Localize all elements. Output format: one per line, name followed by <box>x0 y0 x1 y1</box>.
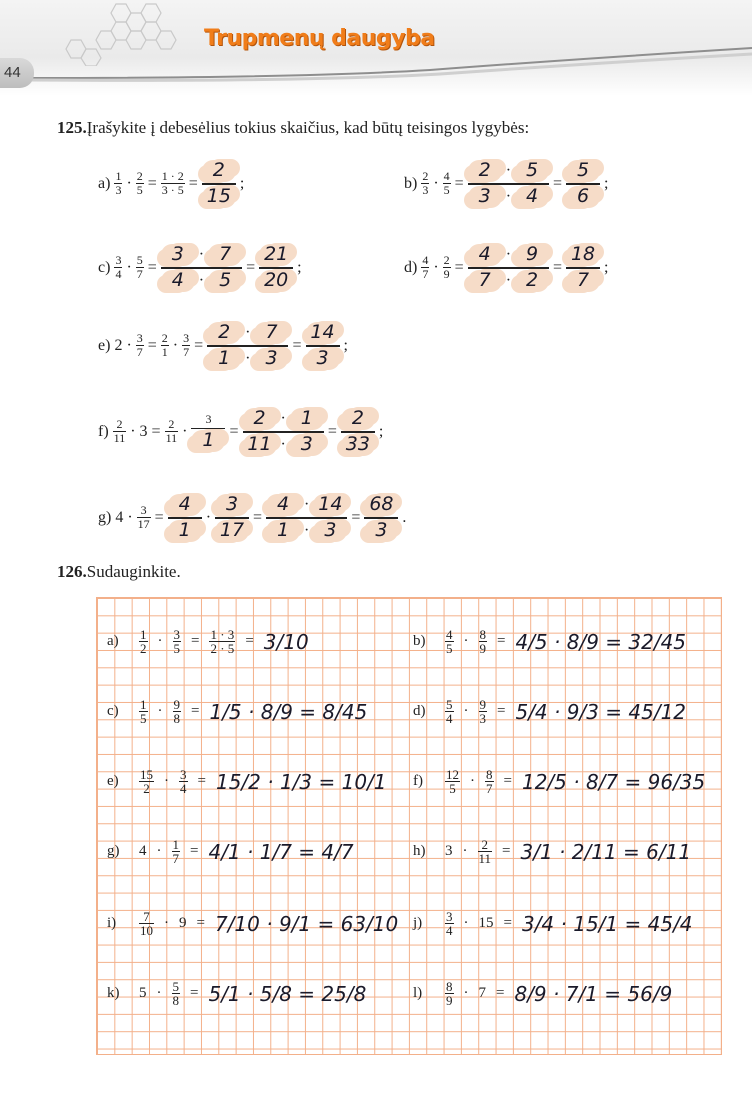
fraction: $\frac{5}{4}$ <box>446 697 453 726</box>
answer-fraction <box>259 244 293 292</box>
fraction: $\frac{3}{4}$ <box>115 253 122 282</box>
exercise-126-item <box>413 910 693 937</box>
handwritten-answer: 4/1 · 1/7 = 4/7 <box>208 839 354 864</box>
cloud-fraction <box>168 494 202 542</box>
exercise-126-item <box>413 838 691 865</box>
fraction: $\frac{9}{3}$ <box>479 697 486 726</box>
answer-cloud[interactable]: 68 <box>364 494 398 516</box>
item-label: k) <box>107 985 120 1001</box>
item-label: d) <box>413 703 426 719</box>
equation-125e: e) 2 · $\frac{3}{7}$ = $\frac{2}{1}$ · $\frac{3}{7}$ = 2 · 7 1 · 3 = 14 3 ; <box>98 321 348 369</box>
exercise-126-item <box>413 698 686 725</box>
answer-cloud[interactable]: 7 <box>566 270 600 292</box>
cloud-fraction <box>215 494 249 542</box>
answer-cloud[interactable]: 2 <box>202 160 236 182</box>
item-label: d) <box>404 258 418 276</box>
whole-number: 15 <box>478 915 494 931</box>
equals-sign: = <box>191 703 200 719</box>
times-sign: · <box>156 843 162 859</box>
answer-cloud[interactable]: 4 <box>515 186 549 208</box>
equals-sign: = <box>191 633 200 649</box>
answer-cloud[interactable]: 1 <box>266 520 300 542</box>
fraction: $\frac{3}{7}$ <box>136 331 143 360</box>
fraction: $\frac{1}{2}$ <box>140 627 147 656</box>
answer-cloud[interactable]: 3 <box>306 348 340 370</box>
fraction: $\frac{5}{7}$ <box>136 253 143 282</box>
item-label: a) <box>98 174 111 192</box>
equation-125b: b) $\frac{2}{3}$ · $\frac{4}{5}$ = 2 · 5 3 · 4 = 5 6 ; <box>404 159 609 207</box>
item-label: b) <box>413 633 426 649</box>
answer-fraction <box>566 244 600 292</box>
task-number: 125. <box>57 118 87 137</box>
handwritten-answer: 4/5 · 8/9 = 32/45 <box>515 629 687 654</box>
exercise-126-item <box>107 768 387 795</box>
exercise-126-item <box>413 980 672 1007</box>
item-label: i) <box>107 915 117 931</box>
answer-cloud[interactable]: 1 <box>191 430 225 452</box>
times-sign: · <box>462 843 468 859</box>
task-125-heading <box>57 118 529 138</box>
equals-sign: = <box>496 985 505 1001</box>
fraction: $\frac{2}{11}$ <box>113 417 126 446</box>
whole-number: 4 <box>139 843 147 859</box>
whole-number: 4 <box>115 508 124 526</box>
answer-cloud[interactable]: 2 <box>243 408 277 430</box>
chapter-title: Trupmenų daugyba <box>204 26 435 51</box>
answer-cloud[interactable]: 6 <box>566 186 600 208</box>
equals-sign: = <box>197 773 206 789</box>
answer-cloud[interactable]: 33 <box>341 434 375 456</box>
fraction: $\frac{2}{11}$ <box>165 417 178 446</box>
fraction: $\frac{3}{17}$ <box>137 503 150 532</box>
times-sign: · <box>164 915 169 931</box>
equation-125a: a) $\frac{1}{3}$ · $\frac{2}{5}$ = $\frac{1 \cdot 2}{3 \cdot 5}$ = 2 15 ; <box>98 159 245 207</box>
answer-cloud[interactable]: 3 <box>215 494 249 516</box>
handwritten-answer: 5/1 · 5/8 = 25/8 <box>208 981 367 1006</box>
exercise-126-item <box>413 628 686 655</box>
times-sign: · <box>463 985 469 1001</box>
product-fraction: 2 · 7 1 · 3 <box>207 322 288 370</box>
answer-cloud[interactable]: 9 <box>515 244 549 266</box>
answer-cloud[interactable]: 4 <box>168 494 202 516</box>
answer-cloud[interactable]: 2 <box>207 322 241 344</box>
answer-cloud[interactable]: 4 <box>266 494 300 516</box>
handwritten-answer: 8/9 · 7/1 = 56/9 <box>514 981 673 1006</box>
fraction: $\frac{3}{4}$ <box>446 909 453 938</box>
product-fraction: 4 · 9 7 · 2 <box>468 244 549 292</box>
fraction: $\frac{15}{2}$ <box>140 767 153 796</box>
times-sign: · <box>157 633 163 649</box>
answer-cloud[interactable]: 7 <box>468 270 502 292</box>
answer-cloud[interactable]: 20 <box>259 270 293 292</box>
handwritten-answer: 15/2 · 1/3 = 10/1 <box>215 769 387 794</box>
fraction: $\frac{3}{5}$ <box>173 627 180 656</box>
grid-paper <box>96 597 722 1055</box>
equation-125g: g) 4 · $\frac{3}{17}$ = 4 1 · 3 17 = 4 · 14 1 · 3 = 68 3 . <box>98 493 407 541</box>
fraction: $\frac{2}{3}$ <box>422 169 429 198</box>
answer-cloud[interactable]: 3 <box>254 348 288 370</box>
item-label: f) <box>98 422 109 440</box>
times-sign: · <box>156 985 162 1001</box>
whole-number: 9 <box>179 915 187 931</box>
equals-sign: = <box>190 843 199 859</box>
fraction: $\frac{1}{5}$ <box>140 697 147 726</box>
answer-cloud[interactable]: 1 <box>207 348 241 370</box>
item-label: g) <box>107 843 120 859</box>
fraction: $\frac{2}{5}$ <box>136 169 143 198</box>
answer-cloud[interactable]: 21 <box>259 244 293 266</box>
exercise-126-item <box>107 910 398 937</box>
fraction: $\frac{12}{5}$ <box>446 767 459 796</box>
answer-cloud[interactable]: 14 <box>306 322 340 344</box>
item-label: a) <box>107 633 119 649</box>
answer-fraction <box>306 322 340 370</box>
fraction: $\frac{4}{5}$ <box>446 627 453 656</box>
equals-sign: = <box>502 843 511 859</box>
times-sign: · <box>157 703 163 719</box>
equals-sign: = <box>503 915 512 931</box>
answer-cloud[interactable]: 3 <box>313 520 347 542</box>
handwritten-answer: 3/10 <box>263 629 309 654</box>
answer-cloud[interactable]: 3 <box>161 244 195 266</box>
fraction: $\frac{8}{9}$ <box>479 627 486 656</box>
fraction: $\frac{8}{9}$ <box>446 979 453 1008</box>
answer-cloud[interactable]: 3 <box>290 434 324 456</box>
fraction: $\frac{2}{1}$ <box>161 331 168 360</box>
times-sign: · <box>463 915 469 931</box>
product-fraction: 3 · 7 4 · 5 <box>161 244 242 292</box>
fraction: $\frac{1 \cdot 3}{2 \cdot 5}$ <box>210 627 235 656</box>
answer-cloud[interactable]: 5 <box>566 160 600 182</box>
whole-number: 2 <box>114 336 123 354</box>
page-number: 44 <box>0 58 34 88</box>
equals-sign: = <box>497 633 506 649</box>
times-sign: · <box>470 773 475 789</box>
answer-cloud[interactable]: 11 <box>243 434 277 456</box>
answer-cloud[interactable]: 4 <box>161 270 195 292</box>
answer-cloud[interactable]: 7 <box>254 322 288 344</box>
exercise-126-item <box>413 768 705 795</box>
times-sign: · <box>463 633 469 649</box>
product-fraction: 2 · 1 11 · 3 <box>243 408 324 456</box>
answer-cloud[interactable]: 2 <box>341 408 375 430</box>
answer-fraction <box>341 408 375 456</box>
answer-cloud[interactable]: 2 <box>468 160 502 182</box>
fraction: $\frac{3}{7}$ <box>183 331 190 360</box>
exercise-126-item <box>107 628 309 655</box>
equation-125f: f) $\frac{2}{11}$ · 3 = $\frac{2}{11}$ · 3 1 = 2 · 1 11 · 3 = 2 33 ; <box>98 407 384 455</box>
item-label: f) <box>413 773 423 789</box>
fraction-with-cloud: 3 1 <box>191 412 225 453</box>
exercise-126-item <box>107 980 366 1007</box>
item-label: j) <box>413 915 423 931</box>
answer-cloud[interactable]: 1 <box>290 408 324 430</box>
answer-fraction <box>364 494 398 542</box>
item-label: b) <box>404 174 418 192</box>
fraction: $\frac{5}{8}$ <box>172 979 179 1008</box>
equals-sign: = <box>497 703 506 719</box>
fraction: $\frac{1}{7}$ <box>172 837 179 866</box>
item-label: c) <box>107 703 119 719</box>
handwritten-answer: 3/4 · 15/1 = 45/4 <box>521 911 693 936</box>
exercise-126-item <box>107 838 354 865</box>
task-instruction: Sudauginkite. <box>86 562 181 581</box>
handwritten-answer: 12/5 · 8/7 = 96/35 <box>521 769 706 794</box>
whole-number: 5 <box>139 985 147 1001</box>
equation-125c: c) $\frac{3}{4}$ · $\frac{5}{7}$ = 3 · 7 4 · 5 = 21 20 ; <box>98 243 302 291</box>
answer-cloud[interactable]: 3 <box>364 520 398 542</box>
fraction: $\frac{2}{9}$ <box>443 253 450 282</box>
answer-cloud[interactable]: 15 <box>202 186 236 208</box>
times-sign: · <box>164 773 169 789</box>
equation-125d: d) $\frac{4}{7}$ · $\frac{2}{9}$ = 4 · 9 7 · 2 = 18 7 ; <box>404 243 609 291</box>
fraction: $\frac{7}{10}$ <box>140 909 153 938</box>
item-label: g) <box>98 508 112 526</box>
whole-number: 3 <box>139 422 148 440</box>
times-sign: · <box>463 703 469 719</box>
answer-fraction <box>202 160 236 208</box>
handwritten-answer: 1/5 · 8/9 = 8/45 <box>209 699 368 724</box>
answer-cloud[interactable]: 4 <box>468 244 502 266</box>
answer-cloud[interactable]: 2 <box>515 270 549 292</box>
fraction: $\frac{1}{3}$ <box>115 169 122 198</box>
task-instruction: Įrašykite į debesėlius tokius skaičius, kad būtų teisingos lygybės: <box>86 118 530 137</box>
equals-sign: = <box>503 773 512 789</box>
task-126-heading <box>57 562 181 582</box>
fraction: $\frac{3}{4}$ <box>180 767 187 796</box>
item-label: l) <box>413 985 423 1001</box>
fraction: $\frac{2}{11}$ <box>478 837 492 866</box>
answer-cloud[interactable]: 1 <box>168 520 202 542</box>
product-fraction: 2 · 5 3 · 4 <box>468 160 549 208</box>
answer-cloud[interactable]: 5 <box>515 160 549 182</box>
fraction: $\frac{1 \cdot 2}{3 \cdot 5}$ <box>161 169 184 198</box>
fraction: $\frac{4}{7}$ <box>422 253 429 282</box>
item-label: h) <box>413 843 426 859</box>
handwritten-answer: 3/1 · 2/11 = 6/11 <box>520 839 692 864</box>
item-label: c) <box>98 258 111 276</box>
item-label: e) <box>98 336 111 354</box>
fraction: $\frac{4}{5}$ <box>443 169 450 198</box>
handwritten-answer: 5/4 · 9/3 = 45/12 <box>515 699 687 724</box>
fraction: $\frac{8}{7}$ <box>486 767 493 796</box>
whole-number: 3 <box>445 843 453 859</box>
exercise-126-item <box>107 698 367 725</box>
answer-cloud[interactable]: 17 <box>215 520 249 542</box>
answer-cloud[interactable]: 7 <box>208 244 242 266</box>
answer-cloud[interactable]: 5 <box>208 270 242 292</box>
whole-number: 7 <box>478 985 486 1001</box>
equals-sign: = <box>196 915 205 931</box>
handwritten-answer: 7/10 · 9/1 = 63/10 <box>214 911 399 936</box>
answer-cloud[interactable]: 3 <box>468 186 502 208</box>
product-fraction: 4 · 14 1 · 3 <box>266 494 347 542</box>
equals-sign: = <box>245 633 254 649</box>
answer-fraction <box>566 160 600 208</box>
answer-cloud[interactable]: 18 <box>566 244 600 266</box>
task-number: 126. <box>57 562 87 581</box>
fraction: $\frac{9}{8}$ <box>173 697 180 726</box>
answer-cloud[interactable]: 14 <box>313 494 347 516</box>
equals-sign: = <box>190 985 199 1001</box>
item-label: e) <box>107 773 119 789</box>
